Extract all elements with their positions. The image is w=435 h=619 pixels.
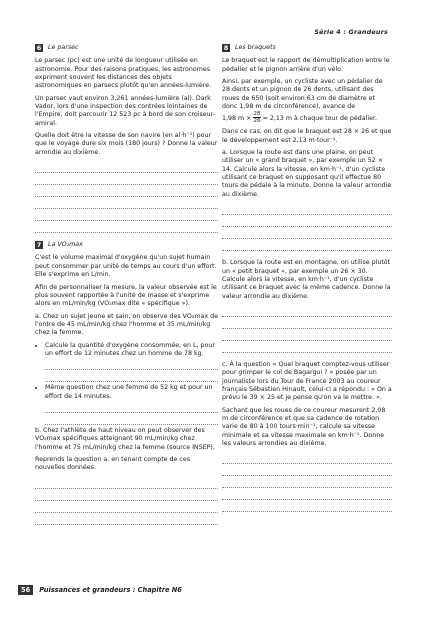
- answer-line[interactable]: [222, 500, 392, 512]
- question: Reprends la question a. en tenant compte de ces nouvelles données.: [35, 455, 191, 472]
- exercise-title: La VO₂max: [48, 241, 83, 249]
- answer-line[interactable]: [35, 501, 218, 513]
- answer-line[interactable]: [35, 513, 218, 525]
- exercise-number: 8: [223, 44, 229, 53]
- paragraph: Ainsi, par exemple, un cycliste avec un pédalier de 28 dents et un pignon de 26 dents, utilisant des roues de 650 (soit environ 63 cm de diamètre et donc 1,98 m de circonférence), avance de 1,98 m × $\frac{28}{26}$ ≈ 2,13 m à chaque tour de pédalier.: [222, 78, 383, 125]
- answer-line[interactable]: [35, 221, 218, 233]
- page-number: 56: [18, 585, 33, 595]
- answer-line[interactable]: [222, 203, 392, 215]
- answer-line[interactable]: [35, 185, 218, 197]
- answer-line[interactable]: [222, 329, 392, 341]
- answer-line[interactable]: [35, 161, 218, 173]
- right-column: [222, 44, 392, 520]
- answer-line[interactable]: [45, 358, 218, 370]
- answer-line[interactable]: [35, 173, 218, 185]
- bullet-list: [35, 342, 218, 425]
- paragraph: Un parsec vaut environ 3,261 années-lumière (al). Dark Vador, lors d'une inspection des contrées lointaines de l'Empire, doit parcourir 12 523 pc à bord de son croiseur-amiral.: [35, 94, 216, 127]
- question-b: b. Chez l'athlète de haut niveau on peut observer des VO₂max spécifiques atteignant 90 mL/min/kg chez l'homme et 75 mL/min/kg chez la femme (source INSEP).: [35, 426, 215, 451]
- question-a: a. Chez un sujet jeune et sain, on observe des VO₂max de l'ordre de 45 mL/min/kg chez l'homme et 35 mL/min/kg chez la femme.: [35, 312, 218, 337]
- left-column: [35, 44, 218, 533]
- answer-line[interactable]: [222, 215, 392, 227]
- answer-line[interactable]: [222, 239, 392, 251]
- answer-line[interactable]: [222, 476, 392, 488]
- answer-lines: [222, 452, 392, 512]
- answer-line[interactable]: [45, 413, 218, 425]
- answer-line[interactable]: [45, 370, 218, 382]
- answer-lines: [35, 161, 218, 233]
- answer-line[interactable]: [35, 197, 218, 209]
- paragraph: Le parsec (pc) est une unité de longueur utilisée en astronomie. Pour des raisons pratiques, les astronomes expriment souvent les distances des objets astronomiques en parsecs plutôt qu'en années-lumière.: [35, 57, 212, 90]
- fraction: $\frac{28}{26}$: [253, 111, 261, 125]
- exercise-title: Les braquets: [235, 44, 276, 51]
- answer-line[interactable]: [222, 227, 392, 239]
- question-c: c. À la question « Quel braquet comptez-vous utiliser pour grimper le col de Bagargui ? » posée par un journaliste lors du Tour de France 2003 au coureur français Sébastien Hinault, celui-ci a répondu : « On a prévu le 39 × 25 et je pense qu'on va le mettre. ».: [222, 360, 392, 402]
- paragraph: Le braquet est le rapport de démultiplication entre le pédalier et le pignon arrière d'un vélo.: [222, 57, 390, 73]
- exercise-6: [35, 44, 218, 233]
- exercise-7: [35, 241, 218, 525]
- question-b: b. Lorsque la route est en montagne, on utilise plutôt un « petit braquet », par exemple un 26 × 30. Calcule alors la vitesse, en km·h⁻¹, d'un cycliste utilisant ce braquet avec la même cadence. Donne la valeur arrondie au dixième.: [222, 259, 391, 300]
- exercise-number: 7: [36, 241, 42, 250]
- answer-lines: [35, 477, 218, 525]
- paragraph: Sachant que les roues de ce coureur mesurent 2,08 m de circonférence et que sa cadence de rotation varie de 80 à 100 tours·min⁻¹, calcule sa vitesse minimale et sa vitesse maximale en km·h⁻¹. Donne les valeurs arrondies au dixième.: [222, 406, 386, 447]
- paragraph: C'est le volume maximal d'oxygène qu'un sujet humain peut consommer par unité de temps au cours d'un effort. Elle s'exprime en L/min.: [35, 254, 217, 279]
- answer-line[interactable]: [35, 209, 218, 221]
- answer-line[interactable]: [222, 464, 392, 476]
- paragraph: Dans ce cas, on dit que le braquet est 28 × 26 et que le développement est 2,13 m·tour⁻¹.: [222, 128, 392, 144]
- bullet-item: • Même question chez une femme de 52 kg et pour un effort de 14 minutes.: [45, 384, 218, 425]
- answer-line[interactable]: [222, 341, 392, 353]
- exercise-8: [222, 44, 392, 512]
- question-a: a. Lorsque la route est dans une plaine, on peut utiliser un « grand braquet », par exemple un 52 × 14. Calcule alors la vitesse, en km·h⁻¹, d'un cycliste utilisant ce braquet en supposant qu'il effectue 80 tours de pédale à la minute. Donne la valeur arrondie au dixième.: [222, 149, 392, 198]
- answer-line[interactable]: [222, 305, 392, 317]
- exercise-title: Le parsec: [48, 44, 79, 51]
- page-footer: [18, 585, 182, 595]
- question: Quelle doit être la vitesse de son navire (en al·h⁻¹) pour que le voyage dure six mois (180 jours) ? Donne la valeur arrondie au dixième.: [35, 132, 218, 156]
- answer-line[interactable]: [222, 317, 392, 329]
- chapter-label: Puissances et grandeurs : Chapitre N6: [39, 586, 182, 594]
- bullet-item: • Calcule la quantité d'oxygène consommée, en L, pour un effort de 12 minutes chez un homme de 78 kg.: [45, 342, 218, 383]
- series-header: Série 4 : Grandeurs: [314, 28, 388, 36]
- formula: 1,98 m × $\frac{28}{26}$ ≈ 2,13 m à chaque tour de pédalier.: [222, 111, 377, 125]
- answer-line[interactable]: [35, 477, 218, 489]
- answer-line[interactable]: [35, 489, 218, 501]
- answer-line[interactable]: [222, 488, 392, 500]
- exercise-number: 6: [36, 44, 42, 53]
- answer-line[interactable]: [222, 452, 392, 464]
- answer-lines: [222, 203, 392, 251]
- paragraph: Afin de personnaliser la mesure, la valeur observée est le plus souvent rapportée à l'unité de masse et s'exprime alors en mL/min/kg (VO₂max dite « spécifique »).: [35, 283, 217, 308]
- answer-line[interactable]: [45, 401, 218, 413]
- answer-lines: [222, 305, 392, 353]
